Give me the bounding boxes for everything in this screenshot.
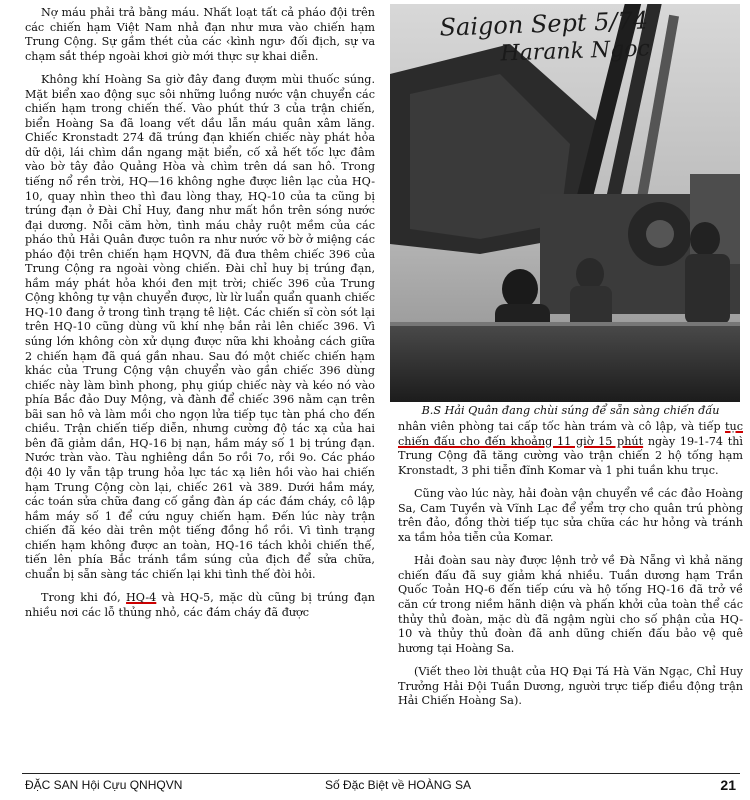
photo-sailors-cleaning-gun: [390, 4, 740, 402]
paragraph-text: nhân viên phòng tai cấp tốc hàn trám và cô lập, và tiếp: [398, 420, 726, 433]
handwritten-inscription: [439, 6, 650, 68]
footer-publication: ĐẶC SAN Hội Cựu QNHQVN: [25, 778, 183, 792]
footer-issue: Số Đặc Biệt về HOÀNG SA: [325, 778, 472, 792]
paragraph-text: Trong khi đó,: [41, 591, 127, 605]
paragraph: Cũng vào lúc này, hải đoàn vận chuyển về các đảo Hoàng Sa, Cam Tuyền và Vĩnh Lạc để yểm trợ cho quân trú phòng trên đảo, đồng thời tiếp tục sửa chữa các hư hỏng và tránh xa tầm hỏa tiễn của Komar.: [398, 487, 743, 544]
right-column: [398, 420, 743, 718]
paragraph-text: và HQ-5, mặc dù cũng bị trúng đạn nhiều nơi các lỗ thủng nhỏ, các đám cháy đã được: [25, 591, 375, 619]
paragraph: Hải đoàn sau này được lệnh trở về Đà Nẵng vì khả năng chiến đấu đã suy giảm khá nhiều. Tuần dương hạm Trần Quốc Toản HQ-6 đến tiếp cứu và hộ tống HQ-16 đã trở về căn cứ trong niềm hãnh diện và phấn khởi của toàn thể các thủy thủ đoàn, mặc dù đã ngậm ngùi cho số phận của HQ-10 và thủy thủ đoàn đã anh dũng chiến đấu bảo vệ quê hương tại Hoàng Sa.: [398, 554, 743, 655]
underlined-text: HQ-4: [126, 591, 157, 605]
handwriting-signature: Harank Ngoc: [500, 36, 651, 67]
left-column: [25, 6, 375, 629]
underlined-text: tục chiến đấu cho đến khoảng 11 giờ 15 phút: [398, 420, 743, 448]
handwriting-date: Saigon Sept 5/74: [439, 6, 649, 42]
paragraph-text: ngày 19-1-74 thì Trung Cộng đã tăng cường vào trận chiến 2 hộ tống hạm Kronstadt, 3 phi tiễn đĩnh Komar và 1 phi tuần khu trục.: [398, 434, 743, 477]
photo-caption: B.S Hải Quân đang chùi súng để sẵn sàng chiến đấu: [421, 404, 720, 417]
page-number: 21: [720, 777, 736, 793]
footer-divider: [22, 773, 740, 774]
paragraph: Nợ máu phải trả bằng máu. Nhất loạt tất cả pháo đội trên các chiến hạm Việt Nam nhả đạn như mưa vào chiến hạm Trung Cộng. Sự gầm thét của các ‹kình ngư› đối địch, sự va chạm sắt thép ngoài khơi giờ mới thực sự khai diễn.: [25, 6, 375, 63]
paragraph: Không khí Hoàng Sa giờ đây đang đượm mùi thuốc súng. Mặt biển xao động sục sôi những luồng nước vận chuyển các chiến hạm trong chiến thế. Vào phút thứ 3 của trận chiến, biển Hoàng Sa đã loang vết dầu lẫn máu quân xâm lăng. Chiếc Kronstadt 274 đã trúng đạn khiến chiếc này phát hỏa dữ dội, lái chìm dần ngang mặt biển, cố xả hết tốc lực đâm vào bờ tây đảo Quảng Hòa và chìm trên dá san hô. Trong tiếng nổ rền trời, HQ—16 không nghe được liên lạc của HQ-10, quay nhìn theo thì đau lòng thay, HQ-10 của ta cũng bị trúng đạn ở Đài Chỉ Huy, đang như mất hồn trên sóng nước đại dương. Nỗi căm hờn, tình máu chảy ruột mềm của các pháo thủ Hải Quân được tuôn ra như nước vỡ bờ ở miệng các pháo đội trên chiến hạm HQVN, đã đưa thêm chiếc 396 của Trung Cộng ra ngoài vòng chiến. Đài chỉ huy bị trúng đạn, hầm máy phát hỏa khói đen mịt trời; chiếc 396 của Trung Cộng không tự vận chuyển được, lừ lừ luẩn quẩn quanh chiếc HQ-10 đang ở trong tình trạng tê liệt. Các chiến sĩ còn sót lại trên HQ-10 cũng dùng vũ khí nhẹ bắn rải lên chiếc 396. Vì súng lớn không còn xử dụng được nữa khi khoảng cách giữa 2 chiến hạm đã quá gần nhau. Sau đó một chiếc chiến hạm khác của Trung Cộng vận chuyển vào gần chiếc 396 dùng chiếc này làm bình phong, phụ giúp chiếc này và kéo nó vào phía Bắc đảo Duy Mộng, và đành để chiếc 396 nằm cạn trên bãi san hô và làm mồi cho ngọn lửa tiếp tục tàn phá cho đến chiều. Trận chiến tiếp diễn, nhưng cường độ tác xạ của hai bên đã giảm dần, HQ-16 bị nạn, hầm máy số 1 bị trúng đạn. Nước tràn vào. Tàu nghiêng dần 5o rồi 7o, rồi 9o. Các pháo đội 40 ly vẫn tập trung hỏa lực tác xạ liên hồi vào hai chiến hạm Trung Cộng còn lại, chiếc 261 và 389. Dưới hầm máy, các toán sửa chữa đang cố gắng đàn áp các đám cháy, cô lập hầm máy số 1 để cứu nguy chiến hạm. Đến lúc này trận chiến đã kéo dài trên một tiếng đồng hồ rồi. Vì tình trạng chiến hạm không được an toàn, HQ-16 tách khỏi chiến thế, tiến lên phía Bắc tránh tầm súng của địch để sửa chữa, chuẩn bị sẵn sàng tác chiến lại khi tình thế đòi hỏi.: [25, 73, 375, 581]
paragraph: [398, 420, 743, 478]
paragraph: [25, 591, 375, 620]
paragraph: (Viết theo lời thuật của HQ Đại Tá Hà Văn Ngạc, Chỉ Huy Trưởng Hải Đội Tuần Dương, người trực tiếp điều động trận Hải Chiến Hoàng Sa).: [398, 665, 743, 708]
page-footer: [25, 778, 736, 796]
